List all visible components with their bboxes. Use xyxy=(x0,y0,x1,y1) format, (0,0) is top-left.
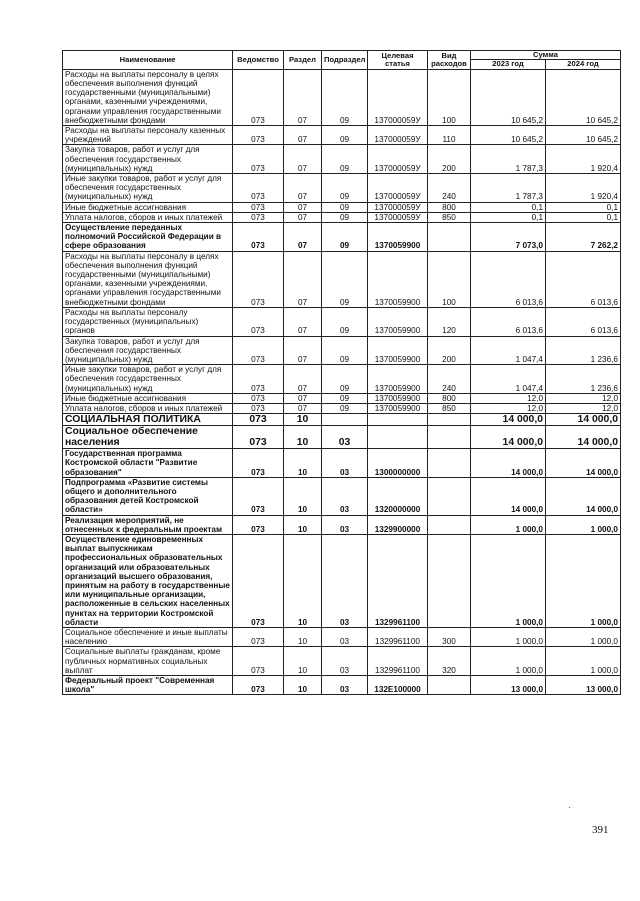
cell-dept: 073 xyxy=(233,534,284,627)
cell-sub: 09 xyxy=(322,251,368,307)
cell-target: 137000059У xyxy=(368,212,428,222)
cell-name: Государственная программа Костромской области "Развитие образования" xyxy=(63,449,233,478)
page-mark: · xyxy=(568,803,571,812)
col-section-header: Раздел xyxy=(284,51,322,70)
cell-sub: 03 xyxy=(322,426,368,449)
cell-target: 1370059900 xyxy=(368,365,428,394)
cell-v2024: 14 000,0 xyxy=(546,449,621,478)
cell-dept: 073 xyxy=(233,365,284,394)
cell-v2024: 12,0 xyxy=(546,403,621,413)
cell-sub: 03 xyxy=(322,515,368,534)
cell-name: Расходы на выплаты персоналу в целях обеспечения выполнения функций государственными (муниципальными) органами, казенными учреждениями, органами управления государственными внебюджетными фондами xyxy=(63,251,233,307)
col-subsection-header: Подраздел xyxy=(322,51,368,70)
cell-sec: 10 xyxy=(284,515,322,534)
cell-name: Уплата налогов, сборов и иных платежей xyxy=(63,403,233,413)
table-row xyxy=(63,174,621,203)
cell-target: 1329961100 xyxy=(368,534,428,627)
table-row xyxy=(63,223,621,252)
table-row xyxy=(63,449,621,478)
table-row xyxy=(63,534,621,627)
cell-dept: 073 xyxy=(233,627,284,646)
cell-target: 1370059900 xyxy=(368,403,428,413)
cell-v2023: 7 073,0 xyxy=(471,223,546,252)
cell-target: 137000059У xyxy=(368,69,428,125)
cell-v2023: 1 787,3 xyxy=(471,145,546,174)
cell-target: 1320000000 xyxy=(368,477,428,515)
cell-type: 110 xyxy=(428,126,471,145)
cell-sec: 10 xyxy=(284,477,322,515)
cell-sub: 09 xyxy=(322,212,368,222)
cell-name: Расходы на выплаты персоналу казенных учреждений xyxy=(63,126,233,145)
table-row xyxy=(63,627,621,646)
cell-target xyxy=(368,426,428,449)
cell-dept: 073 xyxy=(233,212,284,222)
table-row xyxy=(63,202,621,212)
table-row xyxy=(63,477,621,515)
cell-type: 100 xyxy=(428,251,471,307)
cell-v2023: 14 000,0 xyxy=(471,449,546,478)
cell-sub: 09 xyxy=(322,126,368,145)
cell-sec: 07 xyxy=(284,202,322,212)
cell-v2024: 6 013,6 xyxy=(546,251,621,307)
cell-v2024: 14 000,0 xyxy=(546,426,621,449)
cell-type: 200 xyxy=(428,336,471,365)
cell-v2023: 1 787,3 xyxy=(471,174,546,203)
cell-target: 1329900000 xyxy=(368,515,428,534)
cell-v2023: 12,0 xyxy=(471,393,546,403)
cell-target xyxy=(368,414,428,426)
cell-name: Социальное обеспечение и иные выплаты населению xyxy=(63,627,233,646)
cell-dept: 073 xyxy=(233,126,284,145)
cell-sub: 03 xyxy=(322,676,368,695)
budget-table xyxy=(62,50,621,695)
table-row xyxy=(63,414,621,426)
cell-v2023: 10 645,2 xyxy=(471,126,546,145)
cell-v2024: 14 000,0 xyxy=(546,477,621,515)
cell-dept: 073 xyxy=(233,393,284,403)
table-row xyxy=(63,676,621,695)
col-2024-header: 2024 год xyxy=(546,60,621,69)
cell-name: Закупка товаров, работ и услуг для обеспечения государственных (муниципальных) нужд xyxy=(63,336,233,365)
table-row xyxy=(63,365,621,394)
cell-type: 240 xyxy=(428,174,471,203)
cell-type: 850 xyxy=(428,403,471,413)
cell-v2023: 14 000,0 xyxy=(471,477,546,515)
table-row xyxy=(63,69,621,125)
table-row xyxy=(63,336,621,365)
table-row xyxy=(63,647,621,676)
cell-target: 137000059У xyxy=(368,145,428,174)
cell-sec: 07 xyxy=(284,307,322,336)
table-row xyxy=(63,212,621,222)
cell-target: 1329961100 xyxy=(368,627,428,646)
cell-target: 1329961100 xyxy=(368,647,428,676)
cell-v2023: 0,1 xyxy=(471,212,546,222)
cell-target: 132E100000 xyxy=(368,676,428,695)
cell-sec: 10 xyxy=(284,534,322,627)
cell-dept: 073 xyxy=(233,449,284,478)
header-row-1 xyxy=(63,51,621,60)
cell-dept: 073 xyxy=(233,403,284,413)
cell-sec: 10 xyxy=(284,449,322,478)
cell-v2024: 0,1 xyxy=(546,202,621,212)
cell-type xyxy=(428,414,471,426)
cell-dept: 073 xyxy=(233,69,284,125)
col-target-header: Целевая статья xyxy=(368,51,428,70)
cell-sec: 07 xyxy=(284,174,322,203)
cell-v2023: 1 047,4 xyxy=(471,336,546,365)
cell-sec: 07 xyxy=(284,145,322,174)
cell-dept: 073 xyxy=(233,174,284,203)
cell-type: 850 xyxy=(428,212,471,222)
cell-type xyxy=(428,426,471,449)
cell-v2023: 1 000,0 xyxy=(471,515,546,534)
cell-v2023: 1 047,4 xyxy=(471,365,546,394)
cell-sub: 09 xyxy=(322,336,368,365)
table-row xyxy=(63,515,621,534)
cell-name: Социальные выплаты гражданам, кроме публичных нормативных социальных выплат xyxy=(63,647,233,676)
cell-v2024: 7 262,2 xyxy=(546,223,621,252)
cell-sec: 07 xyxy=(284,126,322,145)
cell-name: Уплата налогов, сборов и иных платежей xyxy=(63,212,233,222)
cell-type: 300 xyxy=(428,627,471,646)
cell-type xyxy=(428,515,471,534)
cell-type xyxy=(428,676,471,695)
cell-v2024: 10 645,2 xyxy=(546,69,621,125)
cell-sub: 03 xyxy=(322,477,368,515)
table-row xyxy=(63,251,621,307)
col-type-header: Вид расходов xyxy=(428,51,471,70)
cell-name: Осуществление переданных полномочий Российской Федерации в сфере образования xyxy=(63,223,233,252)
cell-dept: 073 xyxy=(233,426,284,449)
cell-v2024: 10 645,2 xyxy=(546,126,621,145)
table-row xyxy=(63,145,621,174)
cell-sub: 09 xyxy=(322,69,368,125)
cell-v2023: 1 000,0 xyxy=(471,647,546,676)
cell-v2024: 1 000,0 xyxy=(546,647,621,676)
cell-dept: 073 xyxy=(233,676,284,695)
cell-name: Осуществление единовременных выплат выпускникам профессиональных образовательных организаций или образовательных организаций высшего образования, принятым на работу в государственные или муниципальные организации, расположенные в сельских населенных пунктах на территории Костромской области xyxy=(63,534,233,627)
cell-type: 800 xyxy=(428,393,471,403)
cell-sub: 03 xyxy=(322,627,368,646)
cell-dept: 073 xyxy=(233,202,284,212)
cell-sec: 10 xyxy=(284,627,322,646)
cell-sec: 10 xyxy=(284,647,322,676)
cell-dept: 073 xyxy=(233,477,284,515)
cell-sec: 07 xyxy=(284,212,322,222)
cell-v2024: 1 000,0 xyxy=(546,534,621,627)
cell-name: Иные закупки товаров, работ и услуг для обеспечения государственных (муниципальных) нужд xyxy=(63,174,233,203)
cell-type: 100 xyxy=(428,69,471,125)
cell-name: Реализация мероприятий, не отнесенных к федеральным проектам xyxy=(63,515,233,534)
cell-type: 120 xyxy=(428,307,471,336)
col-2023-header: 2023 год xyxy=(471,60,546,69)
cell-dept: 073 xyxy=(233,515,284,534)
cell-type: 320 xyxy=(428,647,471,676)
cell-sec: 07 xyxy=(284,393,322,403)
cell-v2024: 1 236,6 xyxy=(546,365,621,394)
table-row xyxy=(63,126,621,145)
cell-dept: 073 xyxy=(233,145,284,174)
page-number: 391 xyxy=(592,824,609,836)
cell-name: Расходы на выплаты персоналу государственных (муниципальных) органов xyxy=(63,307,233,336)
cell-name: Иные бюджетные ассигнования xyxy=(63,393,233,403)
cell-v2023: 6 013,6 xyxy=(471,251,546,307)
col-dept-header: Ведомство xyxy=(233,51,284,70)
table-row xyxy=(63,426,621,449)
cell-name: Закупка товаров, работ и услуг для обеспечения государственных (муниципальных) нужд xyxy=(63,145,233,174)
cell-type xyxy=(428,223,471,252)
cell-target: 137000059У xyxy=(368,202,428,212)
cell-sub: 09 xyxy=(322,223,368,252)
cell-v2023: 14 000,0 xyxy=(471,414,546,426)
cell-v2024: 14 000,0 xyxy=(546,414,621,426)
cell-v2023: 0,1 xyxy=(471,202,546,212)
cell-name: Иные бюджетные ассигнования xyxy=(63,202,233,212)
cell-dept: 073 xyxy=(233,251,284,307)
cell-sub: 09 xyxy=(322,365,368,394)
cell-v2023: 12,0 xyxy=(471,403,546,413)
cell-name: СОЦИАЛЬНАЯ ПОЛИТИКА xyxy=(63,414,233,426)
cell-target: 137000059У xyxy=(368,174,428,203)
cell-sub: 03 xyxy=(322,449,368,478)
cell-sec: 07 xyxy=(284,223,322,252)
cell-name: Социальное обеспечение населения xyxy=(63,426,233,449)
cell-name: Расходы на выплаты персоналу в целях обеспечения выполнения функций государственными (муниципальными) органами, казенными учреждениями, органами управления государственными внебюджетными фондами xyxy=(63,69,233,125)
cell-target: 1370059900 xyxy=(368,307,428,336)
cell-v2024: 1 920,4 xyxy=(546,145,621,174)
cell-sec: 07 xyxy=(284,336,322,365)
cell-target: 1300000000 xyxy=(368,449,428,478)
cell-sub: 03 xyxy=(322,647,368,676)
col-name-header: Наименование xyxy=(63,51,233,70)
table-body xyxy=(63,69,621,695)
cell-v2023: 14 000,0 xyxy=(471,426,546,449)
cell-sec: 07 xyxy=(284,69,322,125)
cell-name: Федеральный проект "Современная школа" xyxy=(63,676,233,695)
cell-v2024: 1 000,0 xyxy=(546,515,621,534)
cell-sub xyxy=(322,414,368,426)
cell-dept: 073 xyxy=(233,647,284,676)
cell-dept: 073 xyxy=(233,307,284,336)
cell-target: 137000059У xyxy=(368,126,428,145)
cell-v2024: 1 000,0 xyxy=(546,627,621,646)
cell-type xyxy=(428,477,471,515)
cell-v2024: 13 000,0 xyxy=(546,676,621,695)
cell-target: 1370059900 xyxy=(368,393,428,403)
col-sum-header: Сумма xyxy=(471,51,621,60)
cell-sub: 09 xyxy=(322,307,368,336)
cell-sub: 09 xyxy=(322,145,368,174)
cell-sub: 09 xyxy=(322,403,368,413)
cell-v2023: 1 000,0 xyxy=(471,534,546,627)
cell-v2024: 6 013,6 xyxy=(546,307,621,336)
cell-target: 1370059900 xyxy=(368,223,428,252)
cell-v2024: 1 920,4 xyxy=(546,174,621,203)
cell-dept: 073 xyxy=(233,336,284,365)
cell-type: 200 xyxy=(428,145,471,174)
cell-v2024: 0,1 xyxy=(546,212,621,222)
cell-sec: 07 xyxy=(284,251,322,307)
cell-v2023: 6 013,6 xyxy=(471,307,546,336)
cell-v2023: 1 000,0 xyxy=(471,627,546,646)
cell-name: Иные закупки товаров, работ и услуг для обеспечения государственных (муниципальных) нужд xyxy=(63,365,233,394)
cell-type xyxy=(428,449,471,478)
cell-sec: 10 xyxy=(284,414,322,426)
table-row xyxy=(63,307,621,336)
cell-name: Подпрограмма «Развитие системы общего и дополнительного образования детей Костромской области» xyxy=(63,477,233,515)
cell-type: 800 xyxy=(428,202,471,212)
cell-target: 1370059900 xyxy=(368,336,428,365)
cell-sub: 09 xyxy=(322,174,368,203)
cell-sec: 10 xyxy=(284,426,322,449)
cell-dept: 073 xyxy=(233,223,284,252)
table-row xyxy=(63,393,621,403)
cell-type: 240 xyxy=(428,365,471,394)
cell-dept: 073 xyxy=(233,414,284,426)
cell-sub: 09 xyxy=(322,393,368,403)
table-row xyxy=(63,403,621,413)
cell-v2023: 10 645,2 xyxy=(471,69,546,125)
cell-target: 1370059900 xyxy=(368,251,428,307)
cell-sub: 09 xyxy=(322,202,368,212)
cell-sec: 10 xyxy=(284,676,322,695)
cell-sec: 07 xyxy=(284,365,322,394)
cell-v2024: 1 236,6 xyxy=(546,336,621,365)
cell-sub: 03 xyxy=(322,534,368,627)
cell-v2024: 12,0 xyxy=(546,393,621,403)
cell-type xyxy=(428,534,471,627)
cell-sec: 07 xyxy=(284,403,322,413)
cell-v2023: 13 000,0 xyxy=(471,676,546,695)
